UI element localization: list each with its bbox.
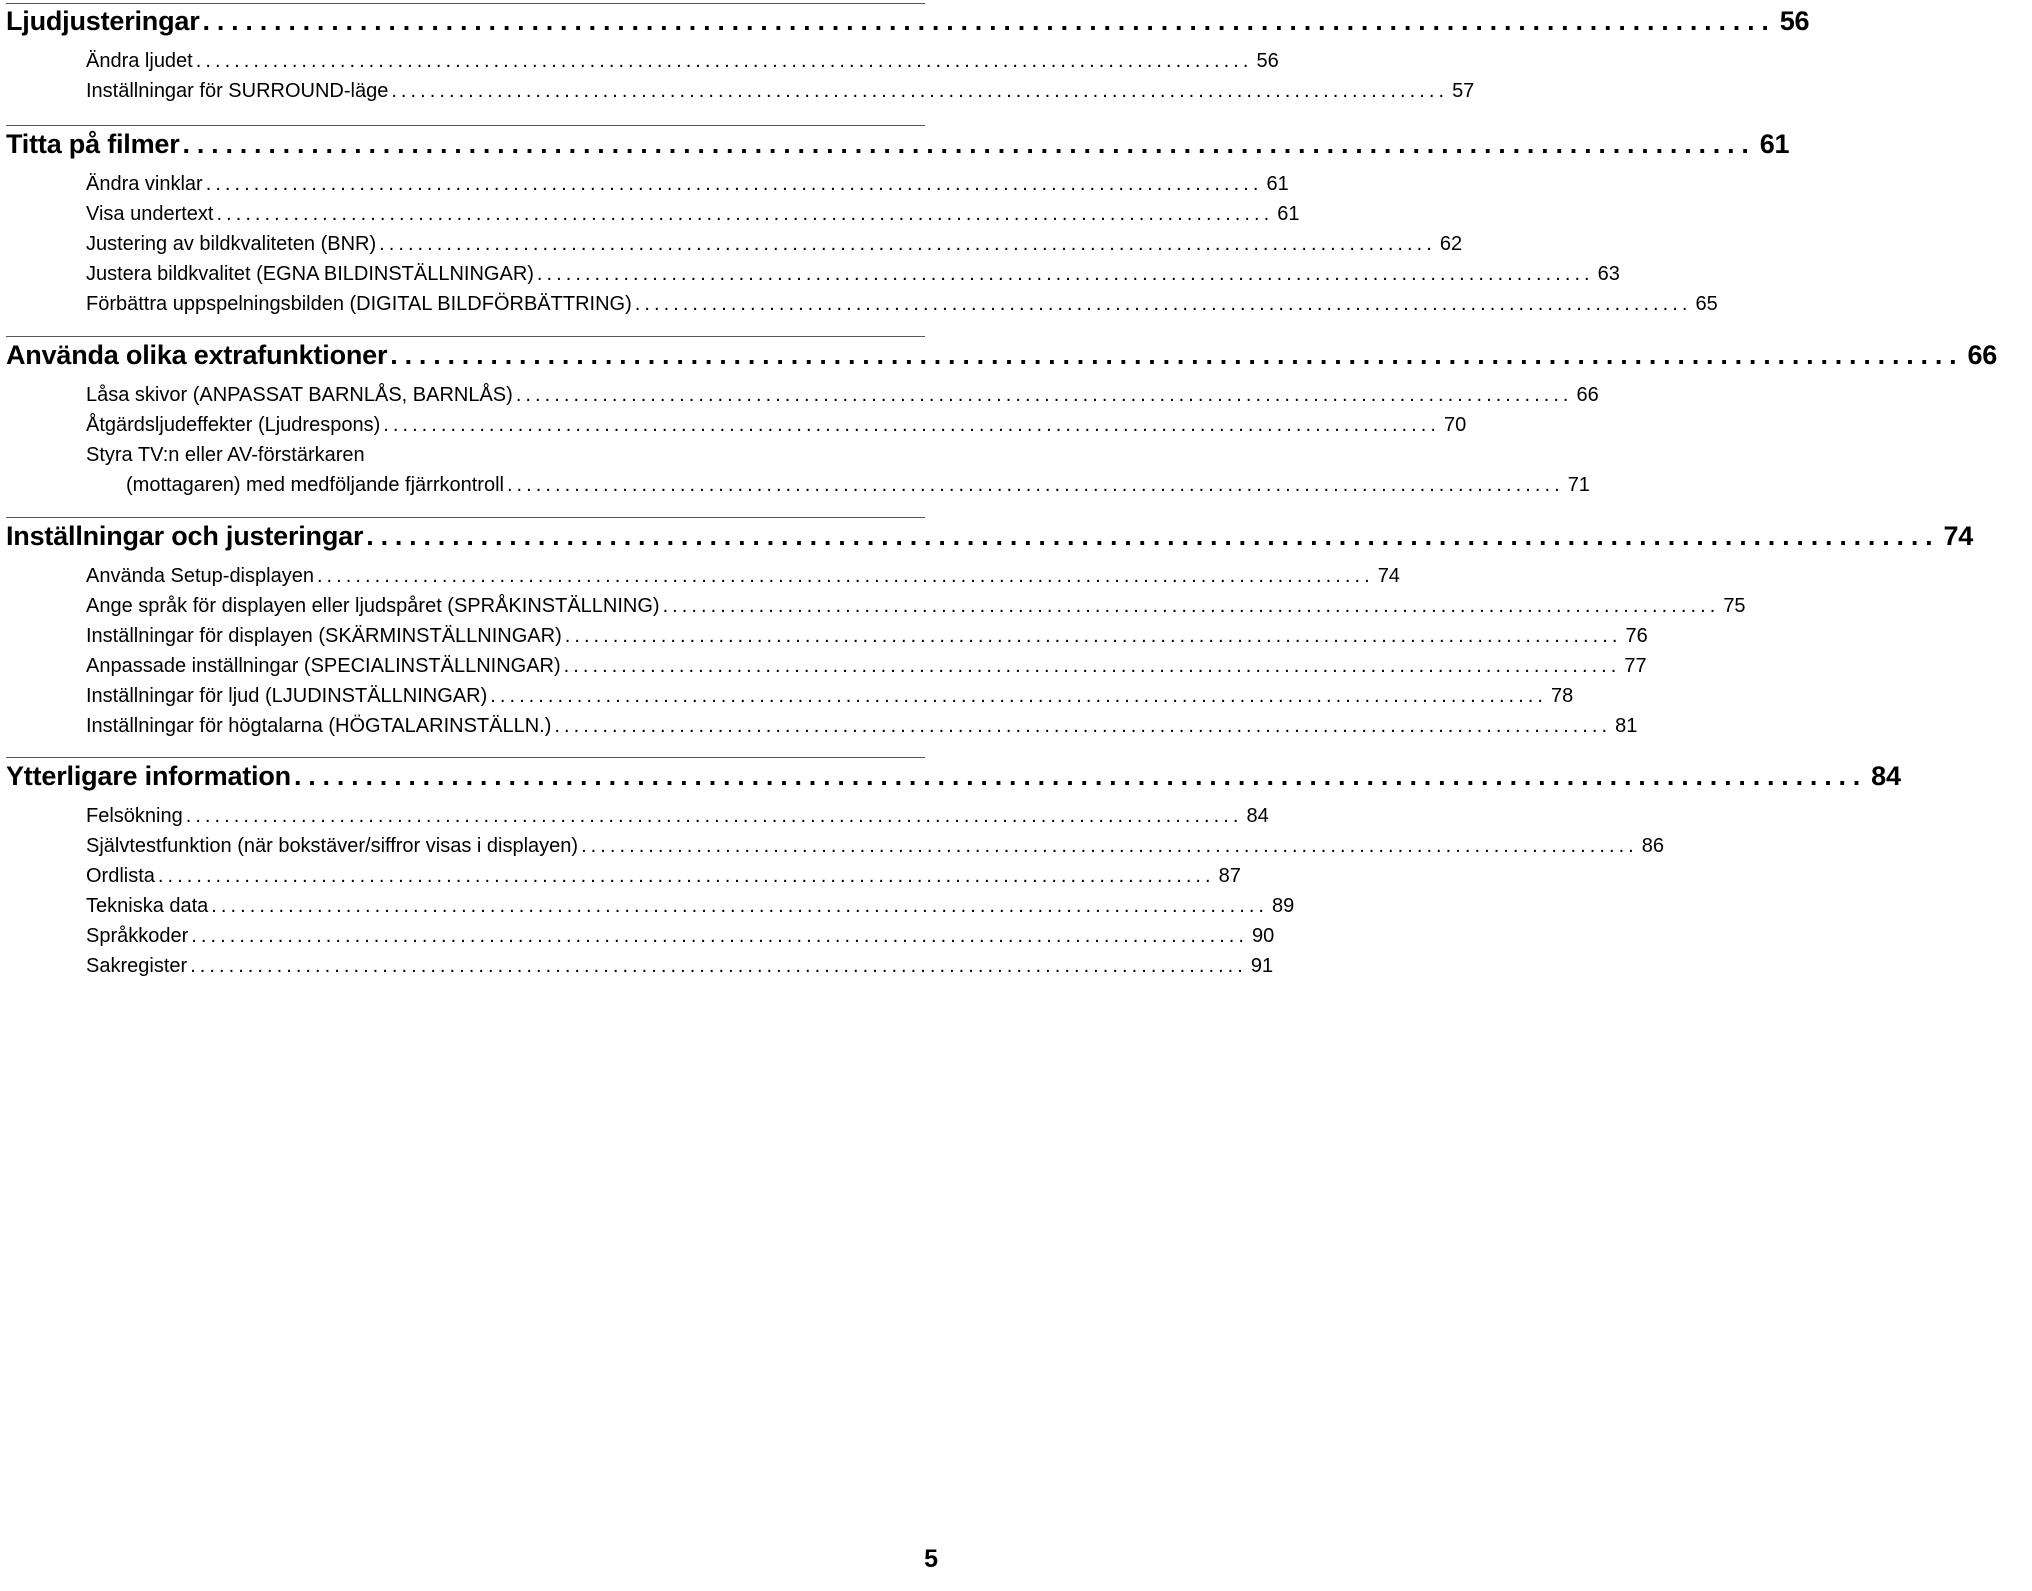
toc-entry[interactable] [0, 71, 1475, 103]
toc-entry[interactable] [0, 375, 1599, 407]
dot-leader: .............................................................................................................. [390, 340, 1964, 370]
entry-page: 76 [1625, 625, 1648, 647]
dot-leader: .............................................................................................................. [379, 233, 1436, 255]
dot-leader: .............................................................................................................. [383, 414, 1440, 436]
dot-leader: .............................................................................................................. [391, 80, 1449, 102]
toc-entry[interactable] [0, 586, 1746, 618]
dot-leader: .............................................................................................................. [554, 715, 1612, 737]
dot-leader: .............................................................................................................. [316, 565, 1374, 587]
entry-title: (mottagaren) med medföljande fjärrkontroll [126, 474, 504, 496]
toc-section-heading[interactable] [0, 339, 1998, 371]
entry-page: 78 [1550, 685, 1574, 707]
section-page: 56 [1779, 6, 1810, 36]
entry-page: 90 [1252, 925, 1275, 947]
toc-entry-first-line[interactable] [0, 435, 960, 467]
toc-entry[interactable] [0, 41, 1279, 73]
entry-page: 91 [1250, 955, 1274, 977]
entry-title: Inställningar för ljud (LJUDINSTÄLLNINGAR) [86, 685, 488, 707]
toc-entry[interactable] [0, 616, 1648, 648]
toc-entry[interactable] [0, 796, 1269, 828]
entry-title: Ändra vinklar [86, 173, 203, 195]
entry-page: 77 [1624, 655, 1647, 677]
toc-entry[interactable] [0, 556, 1400, 588]
dot-leader: .............................................................................................................. [662, 595, 1720, 617]
entry-title: Språkkoder [86, 925, 189, 947]
entry-title: Anpassade inställningar (SPECIALINSTÄLLNINGAR) [86, 655, 561, 677]
toc-entry[interactable] [0, 886, 1295, 918]
dot-leader: .............................................................................................................. [581, 835, 1638, 857]
entry-title: Förbättra uppspelningsbilden (DIGITAL BILDFÖRBÄTTRING) [86, 293, 632, 315]
dot-leader: .............................................................................................................. [366, 521, 1940, 551]
entry-page: 57 [1452, 80, 1475, 102]
entry-title: Ordlista [86, 865, 155, 887]
dot-leader: .............................................................................................................. [536, 263, 1594, 285]
dot-leader: .............................................................................................................. [185, 805, 1243, 827]
dot-leader: .............................................................................................................. [634, 293, 1692, 315]
dot-leader: .............................................................................................................. [490, 685, 1547, 707]
toc-entry[interactable] [0, 465, 1590, 497]
toc-section-heading[interactable] [0, 760, 1901, 792]
dot-leader: .............................................................................................................. [205, 173, 1263, 195]
entry-title: Ange språk för displayen eller ljudspåret (SPRÅKINSTÄLLNING) [86, 595, 660, 617]
dot-leader: .............................................................................................................. [506, 474, 1564, 496]
toc-entry[interactable] [0, 676, 1574, 708]
dot-leader: .............................................................................................................. [563, 655, 1621, 677]
toc-entry[interactable] [0, 164, 1289, 196]
section-page: 84 [1871, 761, 1901, 791]
entry-title: Inställningar för SURROUND-läge [86, 80, 389, 102]
section-divider [6, 517, 925, 518]
entry-title: Justering av bildkvaliteten (BNR) [86, 233, 377, 255]
toc-entry[interactable] [0, 856, 1241, 888]
entry-title: Åtgärdsljudeffekter (Ljudrespons) [86, 414, 381, 436]
entry-page: 74 [1377, 565, 1400, 587]
entry-title: Inställningar för högtalarna (HÖGTALARINSTÄLLN.) [86, 715, 552, 737]
entry-title: Ändra ljudet [86, 50, 193, 72]
toc-section-heading[interactable] [0, 5, 1810, 37]
entry-page: 86 [1641, 835, 1665, 857]
entry-title: Självtestfunktion (när bokstäver/siffror visas i displayen) [86, 835, 579, 857]
dot-leader: .............................................................................................................. [157, 865, 1215, 887]
dot-leader: .............................................................................................................. [195, 50, 1253, 72]
section-title: Inställningar och justeringar [6, 521, 364, 551]
entry-title: Visa undertext [86, 203, 214, 225]
toc-entry[interactable] [0, 254, 1620, 286]
toc-entry[interactable] [0, 826, 1665, 858]
toc-entry[interactable] [0, 284, 1718, 316]
dot-leader: .............................................................................................................. [564, 625, 1622, 647]
dot-leader: .............................................................................................................. [191, 925, 1249, 947]
entry-page: 75 [1723, 595, 1746, 617]
dot-leader: .............................................................................................................. [190, 955, 1247, 977]
entry-page: 62 [1439, 233, 1463, 255]
dot-leader: .............................................................................................................. [182, 129, 1756, 159]
entry-title: Inställningar för displayen (SKÄRMINSTÄLLNINGAR) [86, 625, 562, 647]
toc-entry[interactable] [0, 224, 1463, 256]
section-page: 61 [1759, 129, 1790, 159]
entry-title-line1: Styra TV:n eller AV-förstärkaren [86, 444, 365, 466]
section-divider [6, 125, 925, 126]
entry-title: Låsa skivor (ANPASSAT BARNLÅS, BARNLÅS) [86, 384, 513, 406]
entry-page: 70 [1443, 414, 1467, 436]
toc-entry[interactable] [0, 194, 1300, 226]
toc-section-heading[interactable] [0, 128, 1790, 160]
toc-entry[interactable] [0, 646, 1647, 678]
entry-page: 63 [1597, 263, 1620, 285]
toc-section-heading[interactable] [0, 520, 1974, 552]
entry-page: 71 [1567, 474, 1590, 496]
entry-title: Justera bildkvalitet (EGNA BILDINSTÄLLNINGAR) [86, 263, 534, 285]
toc-entry[interactable] [0, 946, 1274, 978]
entry-page: 84 [1246, 805, 1269, 827]
dot-leader: .............................................................................................................. [293, 761, 1868, 791]
section-page: 74 [1943, 521, 1974, 551]
entry-page: 87 [1218, 865, 1241, 887]
section-page: 66 [1967, 340, 1998, 370]
entry-page: 61 [1266, 173, 1289, 195]
section-title: Ljudjusteringar [6, 6, 200, 36]
toc-entry[interactable] [0, 706, 1638, 738]
section-divider [6, 3, 925, 4]
entry-page: 89 [1272, 895, 1295, 917]
dot-leader: .............................................................................................................. [211, 895, 1269, 917]
entry-page: 65 [1695, 293, 1718, 315]
toc-entry[interactable] [0, 405, 1467, 437]
page-number: 5 [924, 1545, 938, 1573]
entry-title: Använda Setup-displayen [86, 565, 314, 587]
dot-leader: .............................................................................................................. [515, 384, 1573, 406]
section-divider [6, 336, 925, 337]
entry-page: 56 [1256, 50, 1279, 72]
entry-page: 81 [1615, 715, 1638, 737]
dot-leader: .............................................................................................................. [202, 6, 1776, 36]
section-divider [6, 757, 925, 758]
section-title: Titta på filmer [6, 129, 180, 159]
toc-entry[interactable] [0, 916, 1275, 948]
entry-page: 61 [1277, 203, 1300, 225]
entry-title: Felsökning [86, 805, 183, 827]
entry-page: 66 [1576, 384, 1599, 406]
dot-leader: .............................................................................................................. [216, 203, 1274, 225]
section-title: Använda olika extrafunktioner [6, 340, 388, 370]
section-title: Ytterligare information [6, 761, 291, 791]
entry-title: Tekniska data [86, 895, 209, 917]
entry-title: Sakregister [86, 955, 188, 977]
